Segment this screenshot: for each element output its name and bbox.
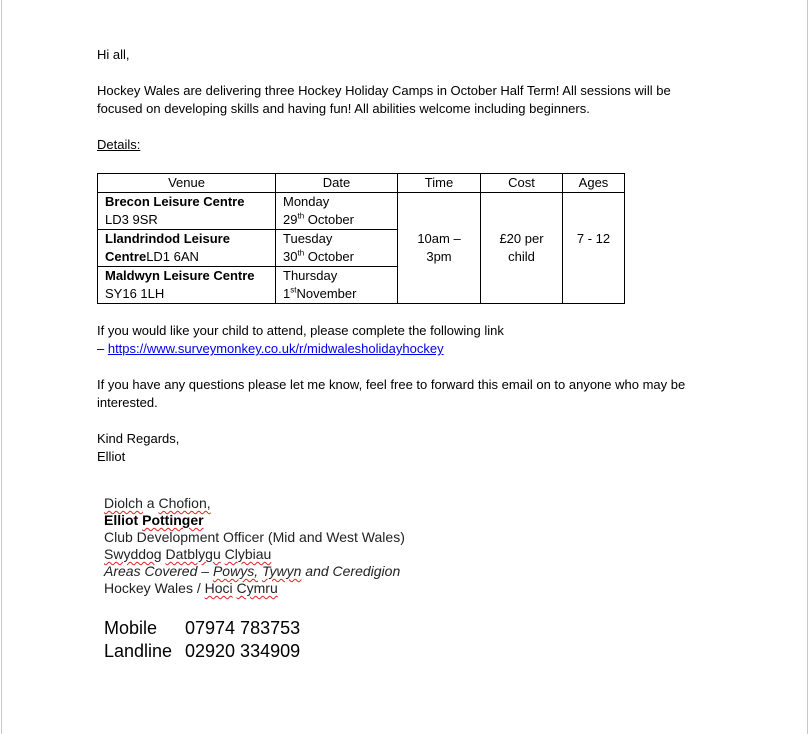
date-number: 29: [283, 212, 298, 227]
cost-cell: [481, 193, 563, 304]
date-day: Tuesday: [283, 231, 333, 246]
venue-name-text: Llandrindod Leisure Centre: [105, 231, 230, 264]
date-day: Thursday: [283, 268, 338, 283]
cost-line-1: £20 per: [499, 231, 544, 246]
date-full: [283, 285, 390, 303]
venue-postcode: LD1 6AN: [146, 249, 199, 264]
sig-word: Diolch: [104, 495, 143, 511]
venue-postcode: SY16 1LH: [105, 286, 165, 301]
sig-word: Datblygu: [165, 546, 221, 562]
date-suffix: st: [290, 285, 297, 295]
date-suffix: th: [297, 211, 305, 221]
details-label: Details:: [97, 137, 141, 152]
sig-word: Hoci: [204, 580, 233, 596]
venue-name-text: Maldwyn Leisure Centre: [105, 268, 255, 283]
sig-word: Cymru: [236, 580, 278, 596]
sig-word: Swyddog: [104, 546, 162, 562]
header-cost: Cost: [481, 174, 563, 193]
ages-value: 7 - 12: [576, 231, 611, 246]
mobile-line: [104, 617, 300, 640]
date-suffix: th: [297, 248, 305, 258]
date-cell: [276, 230, 398, 267]
landline-number: 02920 334909: [185, 641, 301, 661]
sig-first-name: Elliot: [104, 512, 143, 528]
sig-word: Tywyn: [261, 563, 302, 579]
sig-word: Clybiau: [224, 546, 272, 562]
venue-postcode: LD3 9SR: [105, 212, 158, 227]
venue-name: Brecon Leisure Centre: [105, 194, 245, 209]
email-body-lower: [97, 322, 717, 466]
table-row: [98, 193, 625, 230]
header-date: Date: [276, 174, 398, 193]
header-ages: Ages: [563, 174, 625, 193]
signature-areas: [104, 563, 405, 580]
date-cell: [276, 267, 398, 304]
header-venue: Venue: [98, 174, 276, 193]
date-cell: [276, 193, 398, 230]
sig-word: Chofion,: [158, 495, 211, 511]
link-line: [97, 340, 717, 358]
contact-block: [104, 617, 300, 663]
sender-name: Elliot: [97, 449, 126, 464]
date-month: October: [304, 249, 354, 264]
survey-link[interactable]: https://www.surveymonkey.co.uk/r/midwalesholidayhockey: [107, 341, 444, 356]
time-line-2: 3pm: [426, 249, 452, 264]
signature-thanks: [104, 495, 405, 512]
link-prefix: –: [97, 341, 108, 356]
venue-cell: [98, 230, 276, 267]
venue-cell: [98, 193, 276, 230]
sig-word: and Ceredigion: [301, 563, 401, 579]
sig-last-name: Pottinger: [142, 512, 204, 528]
email-body: [97, 46, 717, 154]
table-header-row: [98, 174, 625, 193]
intro-paragraph: Hockey Wales are delivering three Hockey Holiday Camps in October Half Term! All sessions will be focused on developing skills and having fun! All abilities welcome including beginners.: [97, 83, 671, 116]
page-edge-right: [807, 0, 808, 734]
date-month: October: [304, 212, 354, 227]
landline-label: Landline: [104, 641, 173, 661]
sig-word: Areas Covered –: [104, 563, 213, 579]
venue-name: [105, 230, 268, 266]
signature-name: [104, 512, 405, 529]
landline-line: [104, 640, 300, 663]
date-full: [283, 248, 390, 266]
cost-line-2: child: [508, 249, 535, 264]
header-time: Time: [398, 174, 481, 193]
sig-word: Hockey Wales /: [104, 580, 205, 596]
time-line-1: 10am –: [417, 231, 461, 246]
signature-block: [104, 495, 405, 597]
signature-welsh-role: [104, 546, 405, 563]
venue-name: [105, 267, 268, 303]
sig-word: Powys,: [212, 563, 259, 579]
date-number: 30: [283, 249, 298, 264]
mobile-number: 07974 783753: [185, 618, 301, 638]
signature-role: Club Development Officer (Mid and West Wales): [104, 529, 405, 545]
date-full: [283, 211, 390, 229]
greeting: Hi all,: [97, 47, 130, 62]
attend-text: If you would like your child to attend, please complete the following link: [97, 323, 504, 338]
date-day: Monday: [283, 194, 330, 209]
camp-details-table: [97, 173, 625, 304]
date-number: 1: [283, 286, 291, 301]
venue-cell: [98, 267, 276, 304]
signature-org: [104, 580, 405, 597]
date-month: November: [296, 286, 357, 301]
questions-paragraph: If you have any questions please let me know, feel free to forward this email on to anyone who may be interested.: [97, 377, 686, 410]
ages-cell: [563, 193, 625, 304]
closing: Kind Regards,: [97, 431, 180, 446]
mobile-label: Mobile: [104, 618, 158, 638]
page-edge-left: [1, 0, 2, 734]
time-cell: [398, 193, 481, 304]
sig-word: a: [142, 495, 159, 511]
